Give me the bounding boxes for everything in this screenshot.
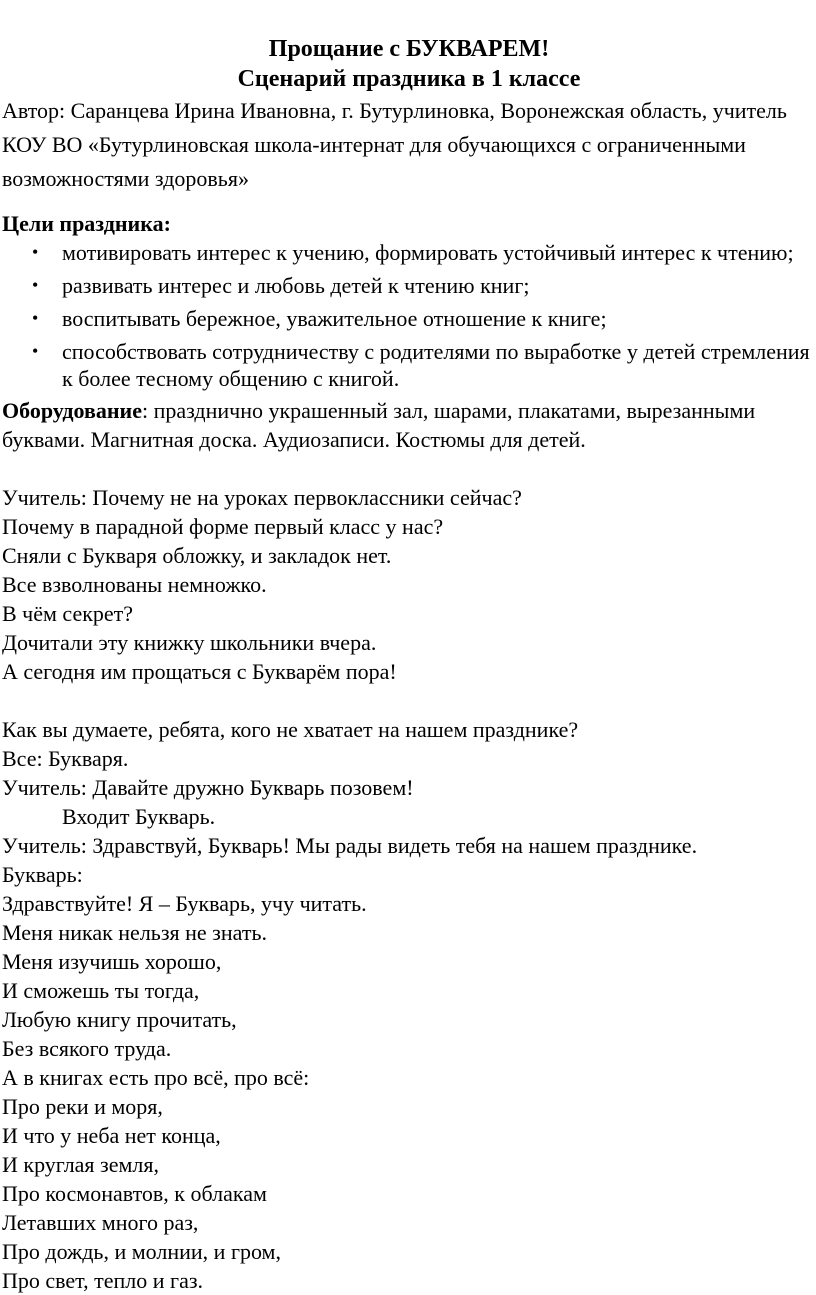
list-item: • развивать интерес и любовь детей к чтению книг; [32,273,530,298]
script-line: Здравствуйте! Я – Букварь, учу читать. [2,891,367,916]
script-line: Почему в парадной форме первый класс у нас? [2,514,444,539]
title-block [2,0,816,94]
script-block-1 [2,483,816,686]
script-line: Учитель: Давайте дружно Букварь позовем! [2,775,414,800]
script-line: Без всякого труда. [2,1036,172,1061]
script-line: Учитель: Здравствуй, Букварь! Мы рады видеть тебя на нашем празднике. [2,833,698,858]
script-line: Про космонавтов, к облакам [2,1181,267,1206]
script-line: И круглая земля, [2,1152,160,1177]
script-line: В чём секрет? [2,601,134,626]
goals-list [2,239,816,392]
script-line: Сняли с Букваря обложку, и закладок нет. [2,543,392,568]
script-line: И что у неба нет конца, [2,1123,221,1148]
script-line: Учитель: Почему не на уроках первоклассники сейчас? [2,485,522,510]
stage-direction: Входит Букварь. [62,804,216,829]
script-line: Про дождь, и молнии, и гром, [2,1239,281,1264]
script-line: Букварь: [2,862,83,887]
page-title: Прощание с БУКВАРЕМ! [268,36,550,62]
bullet-icon: • [32,242,39,262]
bullet-icon: • [32,308,39,328]
script-line: Про свет, тепло и газ. [2,1268,204,1293]
script-body [2,483,816,1295]
script-line: Летавших много раз, [2,1210,199,1235]
script-line: Про реки и моря, [2,1094,163,1119]
list-item: • мотивировать интерес к учению, формировать устойчивый интерес к чтению; [32,240,794,265]
list-item: • воспитывать бережное, уважительное отношение к книге; [32,306,607,331]
author-info: Автор: Саранцева Ирина Ивановна, г. Бутурлиновка, Воронежская область, учитель КОУ ВО «Бутурлиновская школа-интернат для обучающихся с ограниченными возможностями здоровья» [2,98,787,191]
script-block-3 [2,831,816,1295]
script-line: Все взволнованы немножко. [2,572,267,597]
equipment-text: : празднично украшенный зал, шарами, плакатами, вырезанными буквами. Магнитная доска. Аудиозаписи. Костюмы для детей. [2,398,756,452]
script-line: А в книгах есть про всё, про всё: [2,1065,310,1090]
script-line: И сможешь ты тогда, [2,978,200,1003]
script-block-2 [2,715,816,802]
script-line: Меня изучишь хорошо, [2,949,222,974]
spacer [2,686,816,715]
bullet-icon: • [32,275,39,295]
bullet-icon: • [32,341,39,361]
equipment-paragraph [2,396,816,454]
script-line: А сегодня им прощаться с Букварём пора! [2,659,397,684]
list-item: • способствовать сотрудничеству с родителями по выработке у детей стремления к более тесному общению с книгой. [32,339,810,391]
script-line: Дочитали эту книжку школьники вчера. [2,630,377,655]
goals-heading: Цели праздника: [2,211,171,236]
equipment-label: Оборудование [2,398,142,423]
script-line: Как вы думаете, ребята, кого не хватает на нашем празднике? [2,717,579,742]
script-line: Все: Букваря. [2,746,129,771]
script-line: Любую книгу прочитать, [2,1007,237,1032]
page-subtitle: Сценарий праздника в 1 классе [237,66,581,92]
script-line: Меня никак нельзя не знать. [2,920,267,945]
